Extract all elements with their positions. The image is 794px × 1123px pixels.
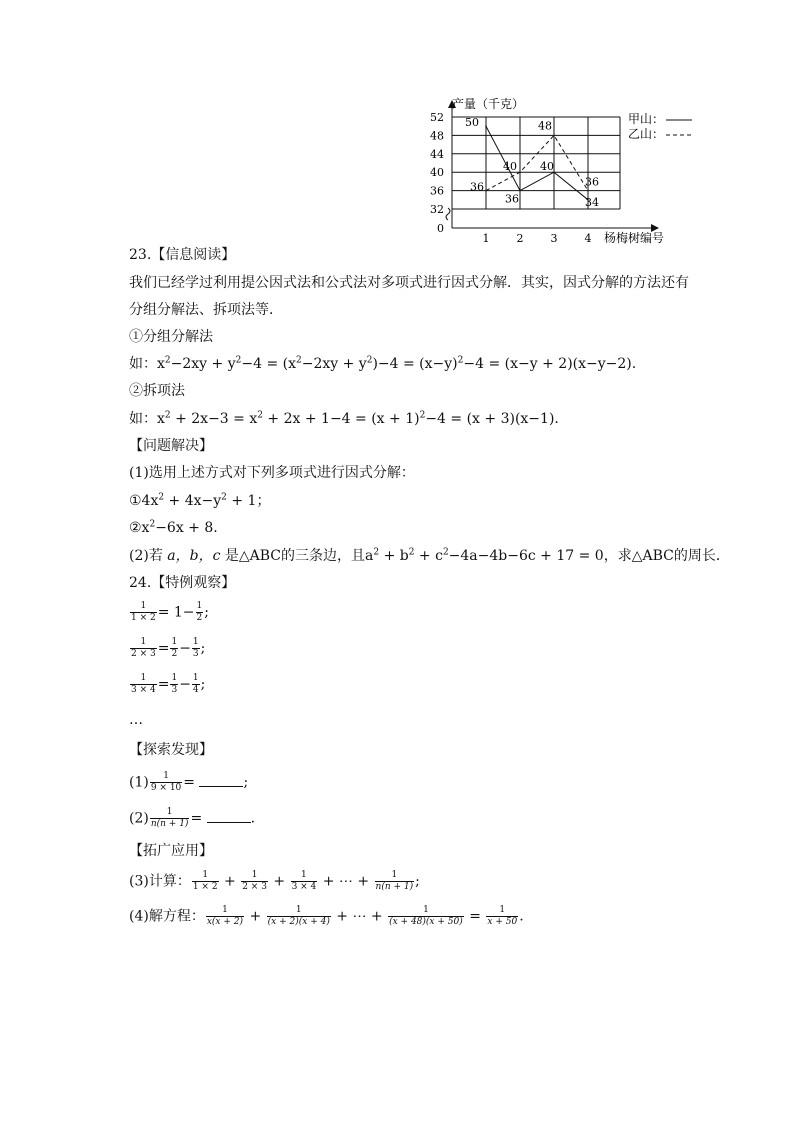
q24-part3: (3)计算： $\frac{1}{1 \times 2}$ + $\frac{1}{2 \times 3}$ + $\frac{1}{3 \times 4}$ + ⋯ + $\frac{1}{n(n + 1)}$ ;: [129, 870, 420, 892]
q23-section-problem: 【问题解决】: [129, 438, 213, 454]
q23-intro-line1: 我们已经学过利用提公因式法和公式法对多项式进行因式分解．其实，因式分解的方法还有: [129, 275, 689, 291]
chart-data-labels: [465, 116, 599, 209]
data-label: 34: [585, 195, 599, 209]
x-tick-label: 1: [482, 232, 490, 245]
q23-part1: (1)选用上述方式对下列多项式进行因式分解：: [129, 465, 415, 481]
y-axis-label: 产量（千克）: [452, 97, 525, 111]
method1-title: ①分组分解法: [129, 329, 213, 345]
axis-break-mark: [446, 208, 450, 220]
q24-part2: (2) $\frac{1}{n(n + 1)}$ = .: [129, 807, 256, 829]
y-tick-label: 40: [430, 166, 444, 180]
y-tick-label: 44: [430, 147, 444, 161]
q24-part4: (4)解方程： $\frac{1}{x(x + 2)}$ + $\frac{1}{(x + 2)(x + 4)}$ + ⋯ + $\frac{1}{(x + 48)(x + 50)}$ = $\frac{1}{x + 50}$ .: [129, 905, 524, 927]
q23-heading: [129, 246, 235, 264]
q24-example2: $\frac{1}{2 \times 3}$ = $\frac{1}{2}$ − $\frac{1}{3}$ ;: [131, 637, 206, 659]
q24-example1: $\frac{1}{1 \times 2}$ = 1− $\frac{1}{2}$ ;: [131, 601, 209, 623]
data-point: [519, 190, 521, 192]
q24-ellipsis: …: [129, 712, 143, 728]
x-tick-label: 2: [516, 232, 524, 245]
y-tick-label: 0: [437, 222, 444, 235]
data-label: 48: [538, 119, 552, 133]
y-tick-label: 36: [430, 184, 444, 198]
data-point: [553, 135, 555, 137]
data-label: 40: [503, 160, 517, 174]
data-point: [587, 190, 589, 192]
legend-label-yi: 乙山：: [628, 127, 665, 141]
q24-section-apply: 【拓广应用】: [129, 843, 213, 859]
q24-part1: (1) $\frac{1}{9 \times 10}$ = ;: [129, 771, 249, 793]
answer-blank: [199, 774, 243, 787]
legend: [628, 112, 692, 141]
data-label: 36: [470, 180, 484, 194]
legend-label-jia: 甲山：: [628, 112, 665, 126]
data-point: [485, 125, 487, 127]
x-axis-label: 杨梅树编号: [604, 231, 665, 245]
x-tick-labels: [483, 232, 592, 245]
series-line-jia: [486, 126, 588, 200]
y-tick-label: 48: [430, 129, 444, 143]
y-tick-label: 32: [430, 203, 444, 216]
question-number: 24.: [129, 575, 152, 591]
y-tick-labels: [430, 111, 444, 235]
data-point: [485, 190, 487, 192]
data-point: [519, 171, 521, 173]
q23-part1-item1: $①4x^2 + 4x-y^2 + 1$；: [129, 492, 271, 509]
y-tick-label: 52: [430, 111, 444, 124]
chart-series: [485, 125, 589, 200]
data-label: 36: [505, 192, 519, 206]
method2-title: ②拆项法: [129, 383, 185, 399]
method2-example: 如：$x^2 + 2x-3 = x^2 + 2x + 1-4 = (x + 1)^2-4 = (x + 3)(x-1)$.: [129, 410, 559, 427]
q24-heading: [129, 574, 235, 592]
chart-svg: [410, 92, 700, 247]
x-tick-label: 3: [550, 232, 558, 245]
q23-part2: (2)若 a，b，c 是△ABC的三条边，且$a^2 + b^2 + c^2-4a-4b-6c + 17 = 0$，求△ABC的周长．: [129, 547, 730, 564]
q23-part1-item2: $②x^2-6x + 8$.: [129, 519, 218, 536]
question-number: 23.: [129, 247, 152, 263]
x-tick-label: 4: [584, 232, 592, 245]
data-label: 50: [465, 116, 479, 130]
yield-line-chart: [410, 92, 700, 247]
q23-intro-line2: 分组分解法、拆项法等．: [129, 302, 283, 318]
section-title: 【特例观察】: [151, 575, 236, 591]
q24-section-explore: 【探索发现】: [129, 742, 213, 758]
method1-example: 如：$x^2-2xy + y^2-4 = (x^2-2xy + y^2)-4 = (x-y)^2-4 = (x-y + 2)(x-y-2)$.: [129, 355, 637, 372]
q24-example3: $\frac{1}{3 \times 4}$ = $\frac{1}{3}$ − $\frac{1}{4}$ ;: [131, 673, 206, 695]
data-label: 40: [540, 160, 554, 174]
answer-blank: [207, 810, 251, 823]
series-line-yi: [486, 135, 588, 190]
section-title: 【信息阅读】: [151, 247, 236, 263]
data-label: 36: [585, 175, 599, 189]
